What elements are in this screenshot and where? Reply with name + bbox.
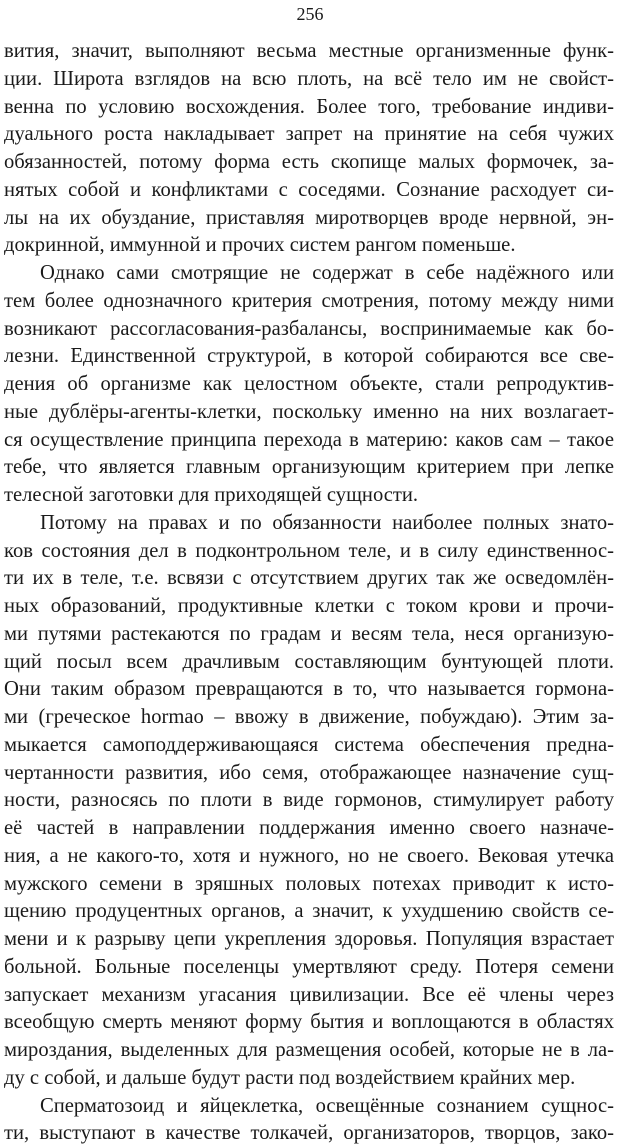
text-line: Однако сами смотрящие не содержат в себе надёжного или [40,262,614,284]
text-line: ти их в теле, т.е. всвязи с отсутствием других так же осведомлён- [4,567,614,590]
text-line: докринной, иммунной и прочих систем рангом поменьше. [4,234,516,257]
text-line: ми путями растекаются по градам и весям тела, неся организую- [4,622,614,645]
text-line: Сперматозоид и яйцеклетка, освещённые сознанием сущнос- [40,1094,614,1117]
text-line: щий посыл всем драчливым составляющим бунтующей плоти. [4,650,614,673]
text-line: запускает механизм угасания цивилизации. Все её члены через [4,983,614,1006]
text-line: ти, выступают в качестве толкачей, организаторов, творцов, зако- [4,1122,614,1145]
text-line: тебе, что является главным организующим критерием при лепке [4,456,614,479]
text-line: нятых собой и конфликтами с соседями. Сознание расходует си- [4,178,614,201]
text-line: чертанности развития, ибо семя, отображающее назначение сущ- [4,761,614,784]
body-text [4,38,614,1148]
text-line: венна по условию восхождения. Более того, требование индиви- [4,95,614,118]
page-number: 256 [296,4,324,24]
text-line: ности, разносясь по плоти в виде гормонов, стимулирует работу [4,789,614,812]
text-line: ду с собой, и дальше будут расти под воздействием крайних мер. [4,1066,576,1089]
text-line: обязанностей, потому форма есть скопище малых формочек, за- [4,151,614,173]
text-line: ния, а не какого-то, хотя и нужного, но не своего. Вековая утечка [4,844,614,867]
text-line: лезни. Единственной структурой, в которой собираются все све- [4,345,614,368]
text-line: ции. Широта взглядов на всю плоть, на всё тело им не свойст- [4,67,614,90]
text-line: мужского семени в зряшных половых потехах приводит к исто- [4,872,614,895]
text-line: ных образований, продуктивные клетки с током крови и прочи- [4,595,614,617]
text-line: лы на их обуздание, приставляя миротворцев вроде нервной, эн- [4,206,614,229]
text-line: дения об организме как целостном объекте, стали репродуктив- [4,373,614,395]
text-line: возникают рассогласования-разбалансы, воспринимаемые как бо- [4,317,614,340]
text-line: щению продуцентных органов, а значит, к ухудшению свойств се- [4,900,614,923]
text-line: ные дублёры-агенты-клетки, поскольку именно на них возлагает- [4,400,614,423]
text-line: её частей в направлении поддержания именно своего назначе- [4,817,614,839]
text-line: ся осуществление принципа перехода в материю: каков сам – такое [4,428,614,451]
text-line: больной. Больные поселенцы умертвляют среду. Потеря семени [4,955,614,978]
text-line: всеобщую смерть меняют форму бытия и воплощаются в областях [4,1011,614,1034]
text-line: мени и к разрыву цепи укрепления здоровья. Популяция взрастает [4,928,614,950]
text-line: ков состояния дел в подконтрольном теле, и в силу единственнос- [4,539,614,562]
text-line: Они таким образом превращаются в то, что называется гормона- [4,678,614,701]
text-line: Потому на правах и по обязанности наиболее полных знато- [40,511,614,534]
text-line: мироздания, выделенных для размещения особей, которые не в ла- [4,1039,614,1061]
text-line: мыкается самоподдерживающаяся система обеспечения предна- [4,733,614,756]
text-line: ми (греческое hormao – ввожу в движение, побуждаю). Этим за- [4,706,614,728]
text-line: тем более однозначного критерия смотрения, потому между ними [4,289,614,312]
text-line: вития, значит, выполняют весьма местные организменные функ- [4,40,614,62]
text-line: телесной заготовки для приходящей сущности. [4,484,419,506]
text-line: дуального роста накладывает запрет на принятие на себя чужих [4,123,614,146]
